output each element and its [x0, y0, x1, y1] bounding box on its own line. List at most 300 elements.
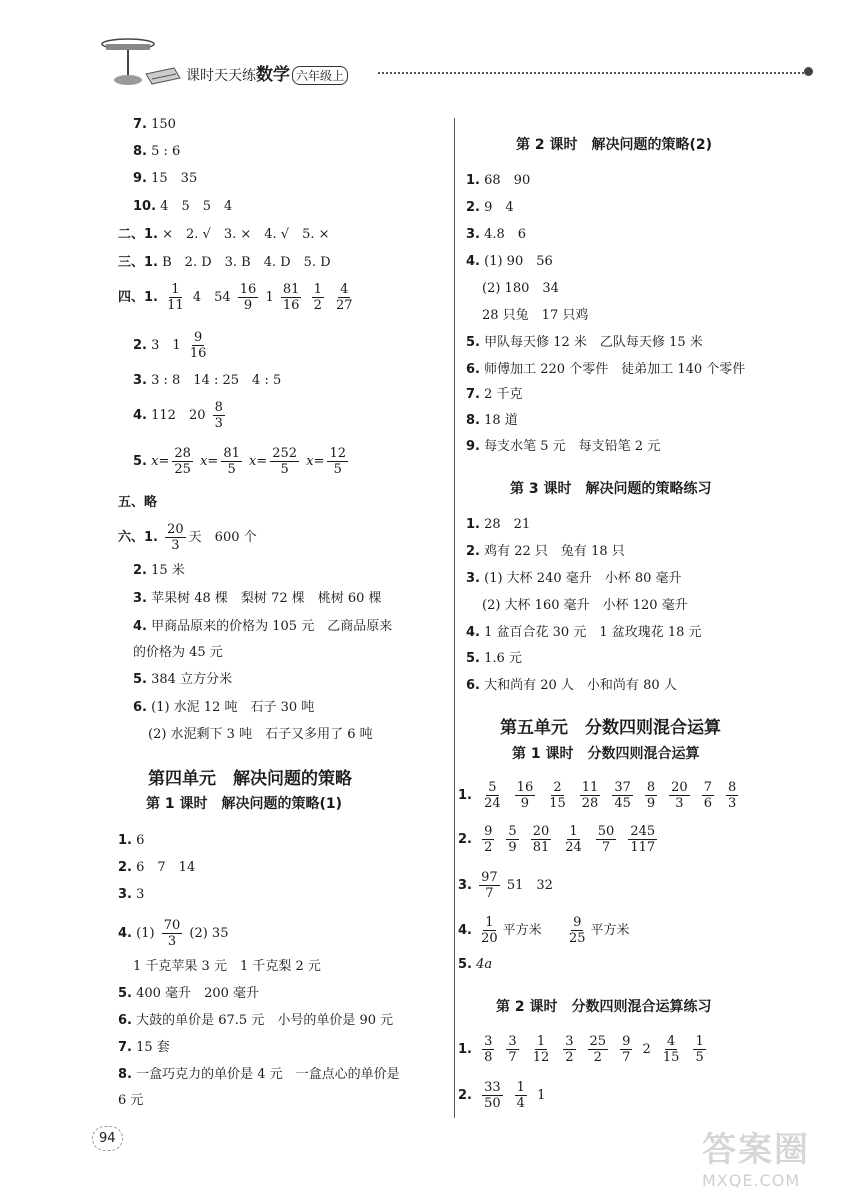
numerator: 1: [516, 1080, 525, 1095]
answer-text: 甲队每天修 12 米 乙队每天修 15 米: [484, 335, 703, 350]
denominator: 5: [227, 462, 236, 477]
u5-answer-1: [458, 780, 744, 811]
fraction: [506, 1034, 518, 1065]
denominator: 24: [565, 840, 582, 855]
fraction: [563, 824, 584, 855]
answer-text: 天 600 个: [188, 530, 257, 545]
numerator: 20: [532, 824, 550, 839]
denominator: 15: [549, 796, 566, 811]
numerator: 50: [597, 824, 615, 839]
item-number: 6.: [466, 678, 480, 693]
fraction: [547, 780, 568, 811]
answer-text: 苹果树 48 棵 梨树 72 棵 桃树 60 棵: [151, 591, 382, 606]
item-number: 2.: [458, 1088, 472, 1103]
numerator: 5: [508, 824, 517, 839]
answer-text: 15 套: [136, 1040, 170, 1055]
denominator: 16: [282, 298, 300, 313]
denominator: 3: [167, 934, 177, 949]
answer-text: 68 90: [484, 173, 531, 188]
fraction: [669, 780, 690, 811]
numerator: 81: [223, 446, 240, 461]
numerator: 7: [703, 780, 712, 795]
l2-answer-3: [466, 226, 526, 244]
denominator: 9: [508, 840, 517, 855]
fraction: [213, 400, 225, 431]
answer-text: 9 4: [484, 200, 514, 215]
answer-text: (2) 35: [189, 926, 229, 941]
fraction: [238, 282, 259, 313]
denominator: 25: [568, 931, 586, 946]
l1-answer-7: [118, 1039, 170, 1057]
numerator: 9: [622, 1034, 631, 1049]
l1-answer-3: [118, 886, 144, 904]
title-prefix: 课时天天练: [186, 68, 256, 84]
section-3-answers: [118, 254, 331, 272]
answer-text: 4 54: [192, 290, 231, 305]
denominator: 3: [727, 796, 737, 811]
answer-8: [133, 143, 180, 161]
answer-text: 15 35: [151, 171, 198, 186]
denominator: 5: [333, 462, 342, 477]
header-dotted-rule: [378, 72, 804, 74]
l2-answer-5: [466, 334, 703, 352]
section-6-q6-cont: [148, 726, 373, 744]
fraction: [165, 282, 186, 313]
answer-text: 5 : 6: [151, 144, 181, 159]
answer-text: 112 20: [151, 408, 206, 423]
item-number: 4.: [133, 619, 147, 634]
answer-text: 28 21: [484, 517, 531, 532]
section-6-q1: [118, 522, 257, 553]
fraction: [270, 446, 299, 477]
item-number: 2.: [466, 544, 480, 559]
fraction: [482, 780, 503, 811]
section-6-q6: [133, 699, 314, 717]
fraction: [515, 1080, 527, 1111]
answer-text: (1) 大杯 240 毫升 小杯 80 毫升: [484, 571, 682, 586]
section-6-q2: [133, 562, 185, 580]
numerator: 8: [214, 400, 223, 415]
answer-text: 1: [537, 1088, 546, 1103]
item-number: 4.: [466, 254, 480, 269]
answer-text: (2) 水泥剩下 3 吨 石子又多用了 6 吨: [148, 727, 373, 742]
l1-answer-4: [118, 918, 228, 949]
l3-answer-2: [466, 543, 625, 561]
fraction: [482, 824, 494, 855]
watermark-url: MXQE.COM: [702, 1171, 801, 1190]
l3-answer-3-part2: [482, 597, 688, 615]
answer-text: 6: [136, 833, 145, 848]
denominator: 81: [532, 840, 550, 855]
item-number: 3.: [118, 887, 132, 902]
answer-10: [133, 198, 232, 216]
l2-answer-2: [466, 199, 514, 217]
section-6-q4-cont: [133, 644, 223, 662]
fraction: [515, 780, 536, 811]
u5l2-answer-2: [458, 1080, 545, 1111]
denominator: 4: [516, 1096, 525, 1111]
l2-answer-7: [466, 386, 523, 404]
l1-answer-6: [118, 1012, 393, 1030]
numerator: 252: [272, 446, 298, 461]
u5-answer-4: [458, 915, 630, 946]
item-number: 7.: [118, 1040, 132, 1055]
answer-text: 1: [265, 290, 274, 305]
answer-text: 6 元: [118, 1093, 144, 1108]
section-4-q1: [118, 282, 358, 313]
answer-text: 3: [136, 887, 145, 902]
item-number: 1.: [466, 173, 480, 188]
item-number: 3.: [458, 878, 472, 893]
numerator: 81: [282, 282, 300, 297]
answer-text: 鸡有 22 只 兔有 18 只: [484, 544, 625, 559]
answer-text: 的价格为 45 元: [133, 645, 223, 660]
item-number: 3.: [133, 591, 147, 606]
item-number: 2.: [458, 832, 472, 847]
l2-answer-9: [466, 438, 660, 456]
l1-answer-2: [118, 859, 195, 877]
answer-text: 一盒巧克力的单价是 4 元 一盒点心的单价是: [136, 1067, 400, 1082]
fraction: [188, 330, 209, 361]
fraction: [726, 780, 738, 811]
item-number: 2.: [133, 563, 147, 578]
fraction: [221, 446, 242, 477]
denominator: 7: [601, 840, 611, 855]
item-number: 1.: [466, 517, 480, 532]
numerator: 8: [727, 780, 737, 795]
answer-text: 384 立方分米: [151, 672, 233, 687]
item-number: 8.: [466, 413, 480, 428]
answer-text: 大和尚有 20 人 小和尚有 80 人: [484, 678, 677, 693]
answer-text: 1.6 元: [484, 651, 522, 666]
answer-text: (1) 90 56: [484, 254, 553, 269]
item-number: 5.: [133, 454, 147, 469]
numerator: 20: [167, 522, 184, 537]
answer-9: [133, 170, 197, 188]
answer-text: B 2. D 3. B 4. D 5. D: [162, 255, 331, 270]
unit-4-heading: 第四单元 解决问题的策略: [148, 769, 352, 789]
subject: 数学: [256, 65, 290, 85]
item-number: 6.: [466, 362, 480, 377]
numerator: 2: [553, 780, 562, 795]
denominator: 2: [484, 840, 493, 855]
numerator: 70: [163, 918, 181, 933]
denominator: 5: [695, 1050, 704, 1065]
numerator: 20: [671, 780, 688, 795]
fraction: [165, 522, 186, 553]
variable: x: [306, 454, 314, 469]
numerator: 1: [569, 824, 578, 839]
denominator: 45: [614, 796, 631, 811]
equals: =: [256, 454, 268, 469]
fraction: [612, 780, 633, 811]
numerator: 245: [630, 824, 656, 839]
denominator: 3: [214, 416, 223, 431]
denominator: 16: [189, 346, 207, 361]
answer-text: 4a: [476, 957, 493, 972]
answer-text: 1 千克苹果 3 元 1 千克梨 2 元: [133, 959, 321, 974]
item-number: 10.: [133, 199, 157, 214]
numerator: 1: [536, 1034, 546, 1049]
answer-text: (2) 180 34: [482, 281, 559, 296]
variable: x: [200, 454, 208, 469]
u5-answer-5: [458, 956, 492, 974]
section-4-q3: [133, 372, 281, 390]
answer-text: 1 盆百合花 30 元 1 盆玫瑰花 18 元: [484, 625, 702, 640]
item-number: 4.: [458, 923, 472, 938]
item-number: 5.: [458, 957, 472, 972]
l1-answer-8-cont: [118, 1092, 143, 1110]
answer-text: (1): [136, 926, 155, 941]
denominator: 27: [336, 298, 353, 313]
numerator: 1: [171, 282, 180, 297]
numerator: 25: [589, 1034, 607, 1049]
unit-5-heading: 第五单元 分数四则混合运算: [500, 718, 721, 738]
item-number: 7.: [466, 387, 480, 402]
numerator: 37: [614, 780, 631, 795]
numerator: 3: [565, 1034, 574, 1049]
item-number: 3.: [133, 373, 147, 388]
u5l2-answer-1: [458, 1034, 712, 1065]
numerator: 4: [340, 282, 349, 297]
l1-answer-8: [118, 1066, 400, 1084]
l3-answer-5: [466, 650, 522, 668]
denominator: 25: [174, 462, 191, 477]
l3-answer-4: [466, 624, 702, 642]
denominator: 28: [581, 796, 599, 811]
unit-text: 平方米: [590, 923, 630, 938]
l1-answer-1: [118, 832, 144, 850]
lesson-2-heading: 第 2 课时 解决问题的策略(2): [516, 137, 713, 153]
numerator: 1: [695, 1034, 704, 1049]
page-header: [96, 34, 816, 94]
unit-text: 平方米: [502, 923, 542, 938]
section-6-q5: [133, 671, 232, 689]
fraction: [479, 915, 500, 946]
answer-text: 51 32: [506, 878, 553, 893]
item-number: 8.: [118, 1067, 132, 1082]
page-number: 94: [92, 1126, 123, 1151]
fraction: [172, 446, 193, 477]
fraction: [645, 780, 657, 811]
equals: =: [313, 454, 325, 469]
numerator: 12: [329, 446, 347, 461]
fraction: [482, 1034, 494, 1065]
section-4-q2: [133, 330, 211, 361]
answer-text: 28 只兔 17 只鸡: [482, 308, 589, 323]
variable: x: [151, 454, 159, 469]
l1-answer-5: [118, 985, 259, 1003]
fraction: [596, 824, 617, 855]
section-6-q4: [133, 618, 392, 636]
item-number: 3.: [466, 227, 480, 242]
denominator: 7: [508, 1050, 517, 1065]
fraction: [482, 1080, 503, 1111]
l2-answer-6: [466, 361, 745, 379]
item-number: 9.: [133, 171, 147, 186]
fraction-list: [476, 1080, 533, 1111]
item-number: 4.: [133, 408, 147, 423]
section-6-q3: [133, 590, 382, 608]
fraction: [327, 446, 348, 477]
fraction: [281, 282, 302, 313]
item-number: 三、1.: [118, 255, 158, 270]
u5-answer-2: [458, 824, 663, 855]
fraction: [580, 780, 601, 811]
answer-text: 3 : 8 14 : 25 4 : 5: [151, 373, 282, 388]
item-number: 六、1.: [118, 530, 158, 545]
equals: =: [207, 454, 219, 469]
section-4-q4: [133, 400, 228, 431]
fraction-list: [476, 824, 663, 855]
denominator: 5: [280, 462, 289, 477]
answer-text: 3 1: [151, 338, 181, 353]
item-number: 5.: [466, 335, 480, 350]
fraction: [312, 282, 324, 313]
item-number: 8.: [133, 144, 147, 159]
item-number: 1.: [458, 788, 472, 803]
item-number: 3.: [466, 571, 480, 586]
l2-answer-4: [466, 253, 553, 271]
denominator: 2: [593, 1050, 602, 1065]
watermark-logo: [702, 1122, 830, 1192]
fraction: [628, 824, 657, 855]
numerator: 33: [484, 1080, 501, 1095]
numerator: 4: [667, 1034, 676, 1049]
item-number: 4.: [466, 625, 480, 640]
denominator: 3: [171, 538, 180, 553]
answer-text: 18 道: [484, 413, 518, 428]
fraction-list: [476, 780, 744, 811]
answer-text: 4 5 5 4: [160, 199, 233, 214]
numerator: 97: [481, 870, 498, 885]
answer-text: 2 千克: [484, 387, 523, 402]
item-number: 四、1.: [118, 290, 158, 305]
numerator: 28: [174, 446, 191, 461]
numerator: 9: [573, 915, 582, 930]
numerator: 1: [313, 282, 322, 297]
denominator: 6: [703, 796, 712, 811]
fraction: [162, 918, 183, 949]
numerator: 16: [516, 780, 534, 795]
answer-text: 6 7 14: [136, 860, 196, 875]
answer-text: 每支水笔 5 元 每支铅笔 2 元: [484, 439, 661, 454]
desk-lamp-book-icon: [96, 34, 186, 90]
answer-text: 大鼓的单价是 67.5 元 小号的单价是 90 元: [136, 1013, 394, 1028]
header-title: [186, 60, 348, 85]
section-2-answers: [118, 226, 330, 244]
numerator: 8: [646, 780, 656, 795]
fraction: [702, 780, 714, 811]
l3-answer-1: [466, 516, 530, 534]
denominator: 2: [565, 1050, 574, 1065]
watermark-text: 答案圈: [702, 1130, 810, 1170]
l3-answer-3: [466, 570, 682, 588]
fraction: [693, 1034, 705, 1065]
item-number: 1.: [458, 1042, 472, 1057]
fraction: [588, 1034, 609, 1065]
fraction-list: [655, 1034, 712, 1065]
denominator: 2: [313, 298, 322, 313]
numerator: 9: [193, 330, 203, 345]
l2-answer-4-part3: [482, 307, 588, 325]
l3-answer-6: [466, 677, 677, 695]
numerator: 5: [488, 780, 497, 795]
numerator: 11: [581, 780, 599, 795]
l2-answer-8: [466, 412, 518, 430]
item-number: 6.: [118, 1013, 132, 1028]
fraction: [334, 282, 355, 313]
l1-answer-4-cont: [133, 958, 321, 976]
section-5: [118, 494, 157, 512]
item-number: 2.: [466, 200, 480, 215]
grade-badge: 六年级上: [292, 66, 348, 85]
item-number: 6.: [133, 700, 147, 715]
answer-text: 五、略: [118, 495, 158, 510]
fraction: [479, 870, 500, 901]
denominator: 50: [484, 1096, 501, 1111]
l2-answer-1: [466, 172, 530, 190]
u5-answer-3: [458, 870, 553, 901]
section-4-q5: [133, 446, 351, 477]
header-dot-end: [804, 67, 813, 76]
denominator: 7: [622, 1050, 631, 1065]
equals: =: [158, 454, 170, 469]
fraction-list: [476, 1034, 638, 1065]
column-divider: [454, 118, 455, 1118]
item-number: 5.: [133, 672, 147, 687]
unit-5-lesson-2-heading: 第 2 课时 分数四则混合运算练习: [496, 999, 712, 1015]
numerator: 9: [484, 824, 493, 839]
denominator: 8: [484, 1050, 493, 1065]
fraction: [620, 1034, 632, 1065]
denominator: 117: [630, 840, 656, 855]
answer-text: 150: [151, 117, 176, 132]
numerator: 3: [484, 1034, 493, 1049]
denominator: 9: [520, 796, 530, 811]
numerator: 3: [508, 1034, 517, 1049]
fraction: [531, 1034, 552, 1065]
item-number: 4.: [118, 926, 132, 941]
item-number: 5.: [118, 986, 132, 1001]
item-number: 2.: [133, 338, 147, 353]
fraction: [563, 1034, 575, 1065]
denominator: 11: [167, 298, 184, 313]
item-number: 2.: [118, 860, 132, 875]
fraction: [506, 824, 518, 855]
answer-text: 400 毫升 200 毫升: [136, 986, 260, 1001]
denominator: 7: [485, 886, 494, 901]
answer-text: 15 米: [151, 563, 185, 578]
denominator: 24: [484, 796, 501, 811]
answer-text: × 2. √ 3. × 4. √ 5. ×: [162, 227, 330, 242]
answer-7: [133, 116, 176, 134]
answer-text: (1) 水泥 12 吨 石子 30 吨: [151, 700, 315, 715]
unit-5-lesson-1-heading: 第 1 课时 分数四则混合运算: [512, 746, 700, 762]
item-number: 1.: [118, 833, 132, 848]
answer-text: (2) 大杯 160 毫升 小杯 120 毫升: [482, 598, 688, 613]
fraction: [567, 915, 588, 946]
answer-text: 4.8 6: [484, 227, 527, 242]
item-number: 5.: [466, 651, 480, 666]
answer-text: 甲商品原来的价格为 105 元 乙商品原来: [151, 619, 393, 634]
denominator: 9: [646, 796, 656, 811]
lesson-3-heading: 第 3 课时 解决问题的策略练习: [510, 481, 712, 497]
denominator: 3: [675, 796, 684, 811]
item-number: 9.: [466, 439, 480, 454]
item-number: 7.: [133, 117, 147, 132]
l2-answer-4-part2: [482, 280, 559, 298]
